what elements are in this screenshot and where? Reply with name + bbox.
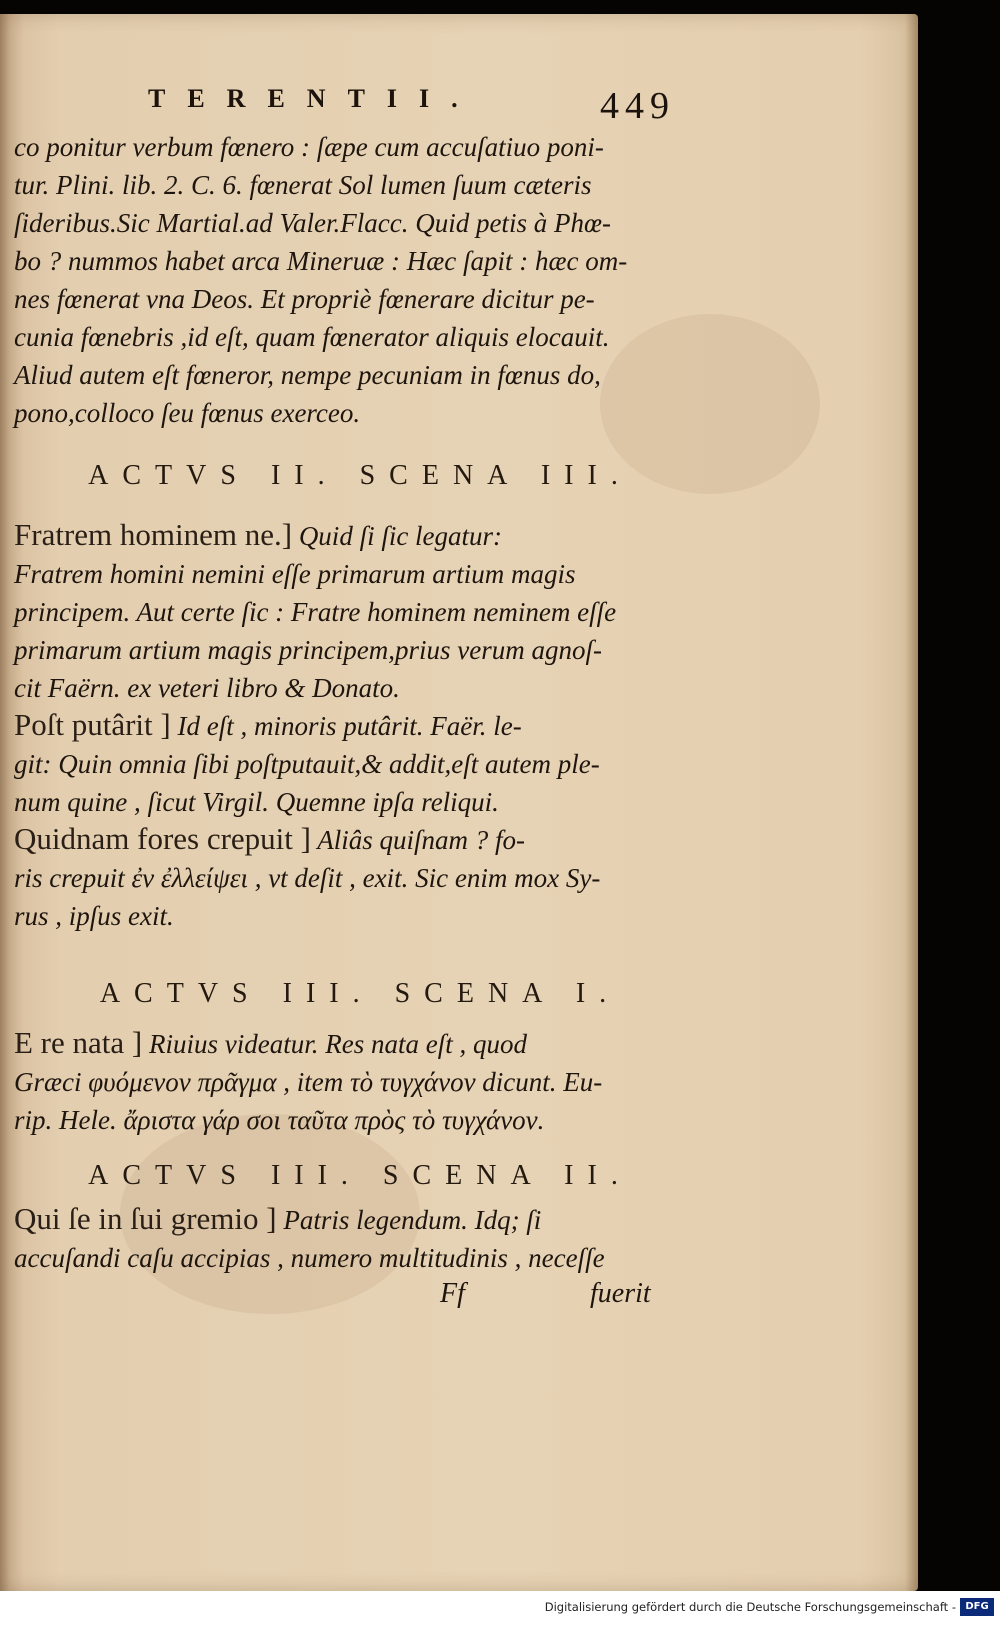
- text-line: [14, 1100, 714, 1138]
- text-line: [14, 782, 714, 820]
- text-line: bo ? nummos habet arca Mineruæ : Hæc ſapit : hæc om-: [14, 246, 628, 276]
- text-line: pono,colloco ſeu fœnus exerceo.: [14, 398, 361, 428]
- catchword: fuerit: [590, 1278, 651, 1309]
- gloss: cit Faërn. ex veteri libro & Donato.: [14, 673, 400, 703]
- gloss: Id eſt , minoris putârit. Faër. le-: [170, 711, 522, 741]
- commentary-block-3: [14, 1024, 714, 1138]
- text-line: [14, 820, 714, 858]
- lemma: Fratrem hominem ne.]: [14, 517, 293, 552]
- running-head: TERENTII.: [148, 84, 480, 113]
- text-line: [14, 858, 714, 896]
- footer-bar: [0, 1591, 1000, 1625]
- funding-notice: Digitalisierung gefördert durch die Deutsche Forschungsgemeinschaft -: [544, 1600, 956, 1614]
- text-line: co ponitur verbum fœnero : ſæpe cum accuſatiuo poni-: [14, 132, 604, 162]
- text-line: [14, 592, 714, 630]
- text-line: [14, 668, 714, 706]
- commentary-block-4: [14, 1200, 714, 1276]
- text-line: [14, 554, 714, 592]
- text-line: [14, 896, 714, 934]
- gloss: accuſandi caſu accipias , numero multitudinis , neceſſe: [14, 1243, 605, 1273]
- gloss: ris crepuit ἐν ἐλλείψει , vt deſit , exit. Sic enim mox Sy-: [14, 863, 601, 893]
- text-line: [14, 744, 714, 782]
- text-line: nes fœnerat vna Deos. Et propriè fœnerare dicitur pe-: [14, 284, 595, 314]
- page-number: 449: [600, 85, 675, 127]
- lemma: Quidnam fores crepuit ]: [14, 821, 311, 856]
- scene-heading: ACTVS II. SCENA III.: [88, 460, 632, 491]
- gloss: Riuius videatur. Res nata eſt , quod: [142, 1029, 527, 1059]
- gloss: rus , ipſus exit.: [14, 901, 174, 931]
- text-line: [14, 630, 714, 668]
- scene-heading: ACTVS III. SCENA II.: [88, 1160, 632, 1191]
- lemma: E re nata ]: [14, 1025, 143, 1060]
- gloss: Fratrem homini nemini eſſe primarum artium magis: [14, 559, 576, 589]
- gloss: principem. Aut certe ſic : Fratre hominem neminem eſſe: [14, 597, 617, 627]
- gloss: primarum artium magis principem,prius verum agnoſ-: [14, 635, 602, 665]
- gloss: Aliâs quiſnam ? fo-: [310, 825, 525, 855]
- scene-heading: ACTVS III. SCENA I.: [99, 978, 621, 1009]
- text-line: tur. Plini. lib. 2. C. 6. fœnerat Sol lumen ſuum cæteris: [14, 170, 592, 200]
- gloss: rip. Hele. ἄριστα γάρ σοι ταῦτα πρὸς τὸ τυγχάνον.: [14, 1105, 545, 1135]
- text-line: [14, 706, 714, 744]
- text-line: cunia fœnebris ,id eſt, quam fœnerator aliquis elocauit.: [14, 322, 610, 352]
- commentary-block-2: [14, 516, 714, 934]
- gloss: Patris legendum. Idq; ſi: [276, 1205, 542, 1235]
- lemma: Qui ſe in ſui gremio ]: [14, 1201, 277, 1236]
- commentary-block-1: [14, 128, 714, 432]
- gloss: Græci φυόμενον πρᾶγμα , item τὸ τυγχάνον dicunt. Eu-: [14, 1067, 603, 1097]
- text-line: Aliud autem eſt fœneror, nempe pecuniam in fœnus do,: [14, 360, 601, 390]
- lemma: Poſt putârit ]: [14, 707, 171, 742]
- gloss: git: Quin omnia ſibi poſtputauit,& addit,eſt autem ple-: [14, 749, 600, 779]
- dfg-logo: DFG: [960, 1598, 994, 1616]
- text-line: ſideribus.Sic Martial.ad Valer.Flacc. Quid petis à Phœ-: [14, 208, 611, 238]
- text-line: [14, 1062, 714, 1100]
- text-line: [14, 1238, 714, 1276]
- gloss: num quine , ſicut Virgil. Quemne ipſa reliqui.: [14, 787, 499, 817]
- text-line: [14, 1024, 714, 1062]
- signature-mark: Ff: [440, 1278, 465, 1309]
- text-line: [14, 516, 714, 554]
- book-page: [0, 14, 918, 1591]
- gloss: Quid ſi ſic legatur:: [292, 521, 503, 551]
- text-line: [14, 1200, 714, 1238]
